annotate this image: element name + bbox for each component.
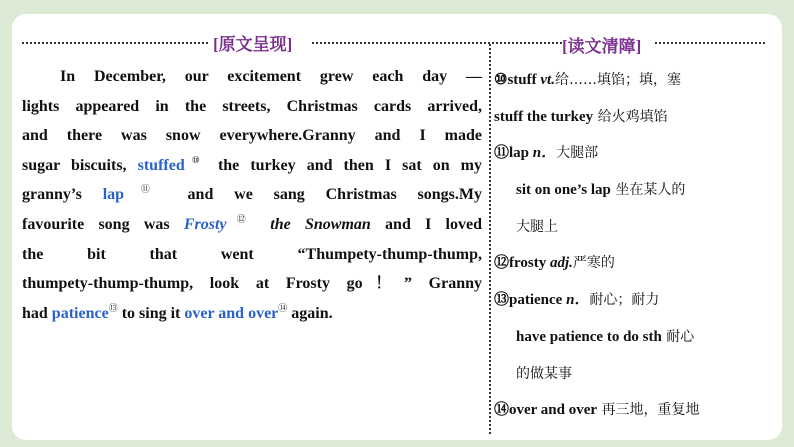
passage-line: In December, our excitement grew each day — bbox=[60, 68, 482, 85]
note-pos: n． bbox=[532, 145, 557, 162]
note-meaning: 的做某事 bbox=[516, 365, 572, 382]
note-lap bbox=[494, 135, 776, 172]
note-marker: ⑪ bbox=[124, 184, 167, 195]
note-meaning: 严寒的 bbox=[572, 255, 615, 272]
note-phrase: sit on one’s lap bbox=[516, 182, 611, 199]
passage-line bbox=[22, 180, 482, 210]
note-patience bbox=[494, 282, 776, 319]
note-patience-phrase bbox=[494, 319, 776, 356]
dotted-rule-middle bbox=[312, 42, 562, 44]
text-run: and we sang Christmas songs.My bbox=[166, 186, 483, 204]
text-run: again. bbox=[287, 304, 333, 322]
note-meaning: 给……填馅；填，塞 bbox=[554, 72, 681, 88]
note-patience-phrase-cont bbox=[494, 356, 776, 393]
note-phrase: stuff the turkey bbox=[494, 108, 594, 125]
text-run: sugar biscuits, bbox=[22, 156, 138, 174]
note-over-and-over bbox=[494, 392, 776, 429]
note-marker: ⑩ bbox=[184, 154, 207, 165]
note-meaning: 坐在某人的 bbox=[610, 182, 686, 199]
passage-line: the bit that went “Thumpety-thump-thump, bbox=[22, 245, 482, 263]
text-run: and I loved bbox=[370, 215, 483, 233]
note-meaning: 耐心；耐力 bbox=[589, 292, 660, 309]
note-stuff bbox=[494, 62, 776, 99]
passage-line: lights appeared in the streets, Christmas cards arrived, bbox=[22, 97, 482, 115]
original-text-header: [原文呈现] bbox=[213, 35, 293, 54]
text-run: to sing it bbox=[117, 304, 185, 322]
passage-line bbox=[22, 210, 482, 240]
keyword-patience: patience bbox=[51, 304, 109, 322]
note-term: ⑫frosty bbox=[494, 255, 550, 272]
note-pos: vt. bbox=[540, 72, 555, 88]
passage-line: and there was snow everywhere.Granny and I made bbox=[22, 127, 482, 145]
note-meaning: 大腿部 bbox=[556, 145, 599, 162]
keyword-stuffed: stuffed bbox=[137, 156, 185, 174]
note-term: ⑭over and over bbox=[494, 402, 598, 419]
note-meaning: 给火鸡填馅 bbox=[593, 108, 668, 125]
text-run: granny’s bbox=[22, 186, 103, 204]
note-pos: n． bbox=[566, 292, 590, 309]
note-marker: ⑬ bbox=[108, 302, 118, 313]
note-meaning: 耐心 bbox=[661, 328, 695, 345]
note-phrase: have patience to do sth bbox=[516, 328, 662, 345]
note-term: ⑪lap bbox=[494, 145, 533, 162]
note-term: ⑬patience bbox=[494, 292, 567, 309]
note-meaning: 大腿上 bbox=[516, 218, 558, 235]
note-pos: adj. bbox=[549, 255, 573, 272]
passage-line: thumpety-thump-thump, look at Frosty go！” Granny bbox=[22, 275, 482, 293]
keyword-lap: lap bbox=[102, 186, 125, 204]
notes-header: [读文清障] bbox=[562, 37, 642, 56]
note-marker: ⑭ bbox=[278, 302, 288, 313]
note-marker: ⑫ bbox=[226, 213, 257, 224]
text-run: had bbox=[22, 304, 52, 322]
vocabulary-notes bbox=[494, 62, 776, 429]
text-run: favourite song was bbox=[22, 215, 184, 233]
passage-line bbox=[22, 151, 482, 181]
dotted-rule-right bbox=[655, 42, 765, 44]
passage-text bbox=[22, 62, 482, 328]
passage-line bbox=[22, 299, 482, 329]
song-title: the Snowman bbox=[256, 215, 371, 233]
note-frosty bbox=[494, 245, 776, 282]
note-lap-phrase bbox=[494, 172, 776, 209]
note-term: ⑩stuff bbox=[494, 72, 541, 88]
note-stuff-phrase bbox=[494, 99, 776, 136]
keyword-frosty: Frosty bbox=[183, 215, 227, 233]
keyword-over-and-over: over and over bbox=[184, 304, 279, 322]
note-meaning: 再三地，重复地 bbox=[597, 402, 700, 419]
column-divider bbox=[489, 44, 491, 434]
dotted-rule-left bbox=[22, 42, 208, 44]
text-run: the turkey and then I sat on my bbox=[206, 156, 482, 174]
note-lap-phrase-cont bbox=[494, 209, 776, 246]
